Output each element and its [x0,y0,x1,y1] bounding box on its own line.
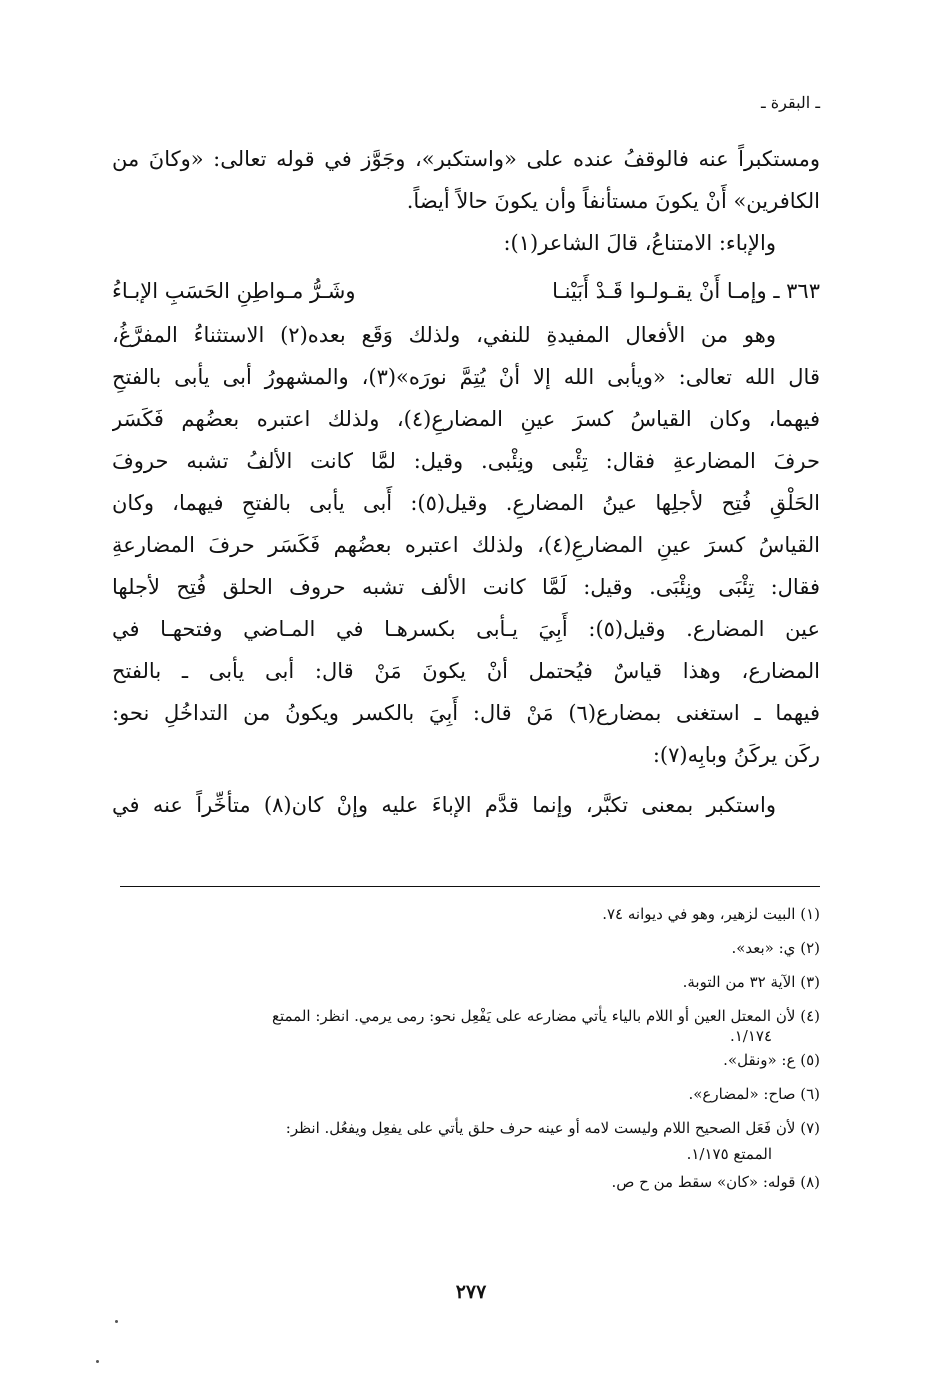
poetry-verse [112,268,820,314]
text-line: القياسُ كسرَ عينِ المضارعِ(٤)، ولذلك اعتبره بعضُهم فَكَسَر حرفَ المضارعةِ [112,533,820,557]
page-number: ٢٧٧ [455,1281,487,1303]
footnote-number: (٧) [800,1119,820,1137]
verse-second-hemistich: وشَـرُّ مـواطِنِ الحَسَبِ الإبـاءُ [112,279,356,303]
footnote-separator [120,886,820,887]
footnote-number: (٦) [800,1085,820,1103]
footnote-number: (١) [800,905,820,923]
footnote-number: (٣) [800,973,820,991]
text-line: واستكبر بمعنى تكبَّر، وإنما قدَّم الإباءَ عليه وإنْ كان(٨) متأخِّراً عنه في [112,793,776,817]
footnote: (٦) صاح: «لمضارع». [688,1085,820,1103]
footnote: (١) البيت لزهير، وهو في ديوانه ٧٤. [602,905,820,923]
footnote: (٧) لأن فَعَل الصحيح اللام وليست لامه أو عينه حرف حلق يأتي على يفعِل ويفعُل. انظر: الممتع ١/١٧٥. [285,1119,820,1163]
text-line: فقال: تِئْبَى ونِئْبَى. وقيل: لَمَّا كانت الألف تشبه حروف الحلق فُتِح لأجلها [112,575,820,599]
text-line: المضارع، وهذا قياسٌ فيُحتمل أنْ يكونَ مَنْ قال: أبى يأبى ـ بالفتح [112,659,820,683]
scan-speck [96,1360,99,1363]
footnote: (٤) لأن المعتل العين أو اللام بالياء يأتي مضارعه على يَفْعِل نحو: رمى يرمي. انظر: الممتع ١/١٧٤. [271,1007,820,1045]
text-line: فيهما، وكان القياسُ كسرَ عينِ المضارعِ(٤)، ولذلك اعتبره بعضُهم فَكَسَر [112,407,820,431]
text-line: والإباء: الامتناعُ، قالَ الشاعر(١): [503,231,776,255]
text-line: وهو من الأفعال المفيدةِ للنفي، ولذلك وَقَع بعده(٢) الاستثناءُ المفرَّغُ، [112,323,776,347]
text-line: الكافرين» أَنْ يكونَ مستأنفاً وأن يكونَ حالاً أيضاً. [406,189,820,213]
text-line: قال الله تعالى: «ويأبى الله إلا أنْ يُتِمَّ نورَه»(٣)، والمشهورُ أبى يأبى بالفتحِ [112,365,820,389]
footnote-number: (٤) [800,1007,820,1025]
verse-first-hemistich: ٣٦٣ ـ وإمـا أَنْ يقـولـوا قَـدْ أَبَيْنـا [552,268,820,314]
footnote: (٣) الآية ٣٢ من التوبة. [682,973,820,991]
text-line: ومستكبراً عنه فالوقفُ عنده على «واستكبر»، وجَوَّز في قوله تعالى: «وكانَ من [112,147,820,171]
footnote: (٨) قوله: «كان» سقط من ح ص. [611,1173,820,1191]
text-line: الحَلْقِ فُتِح لأجلِها عينُ المضارعِ. وقيل(٥): أَبى يأبى بالفتحِ فيهما، وكان [112,491,820,515]
footnote-number: (٨) [800,1173,820,1191]
footnote: (٥) ع: «ونقل». [723,1051,820,1069]
footnote-number: (٢) [800,939,820,957]
text-line: ركَن يركَنُ وبابِه(٧): [652,743,820,767]
text-line: فيهما ـ استغنى بمضارع(٦) مَنْ قال: أَبِيَ بالكسر ويكونُ من التداخُلِ نحو: [112,701,820,725]
text-line: عين المضارع. وقيل(٥): أَبِيَ يـأبى بكسرهـا في المـاضي وفتحهـا في [112,617,820,641]
scan-speck [115,1320,118,1323]
footnotes [120,904,820,1206]
main-text [112,138,820,826]
running-header: ـ البقرة ـ [761,93,820,112]
text-line: حرفَ المضارعةِ فقال: تِئْبى ونِئْبى. وقيل: لمَّا كانت الألفُ تشبه حروفَ [112,449,820,473]
verse-number: ٣٦٣ ـ [773,279,820,303]
footnote: (٢) ي: «بعد». [731,939,820,957]
footnote-number: (٥) [800,1051,820,1069]
